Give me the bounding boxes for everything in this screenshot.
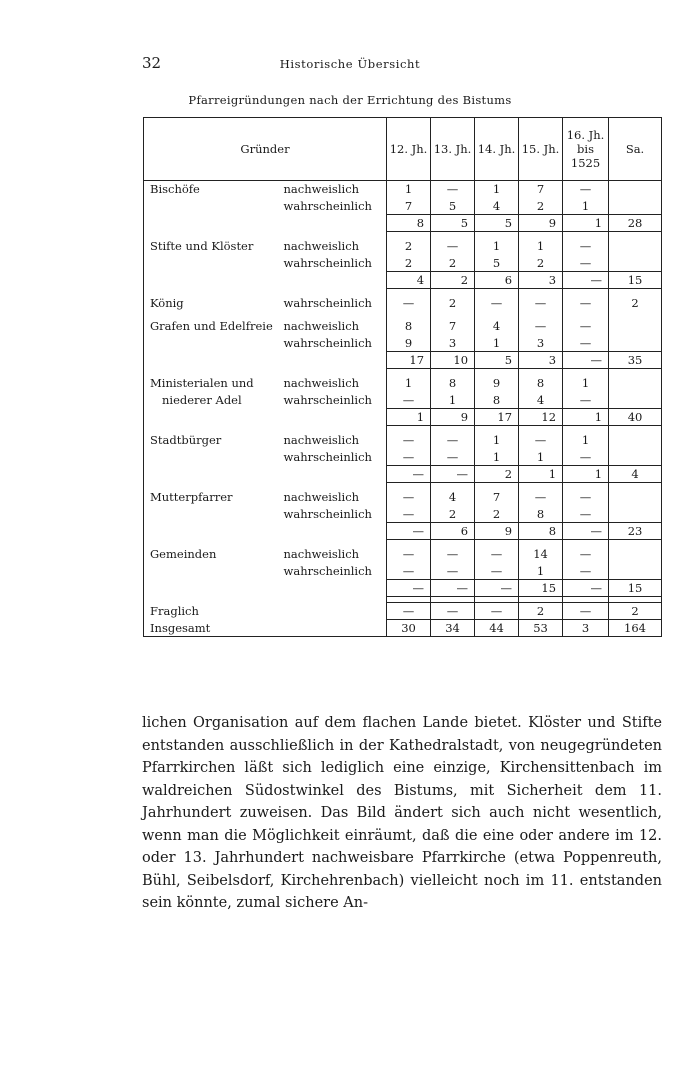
header-15: 15. Jh. <box>519 118 563 181</box>
group-name: Bischöfe <box>144 181 284 198</box>
table-row <box>144 335 662 352</box>
value-cell: — <box>387 489 431 506</box>
sum-cell <box>609 506 662 523</box>
empty-cell <box>284 580 387 597</box>
value-cell: 2 <box>431 255 475 272</box>
certainty-label: wahrscheinlich <box>283 256 372 270</box>
sum-cell <box>609 449 662 466</box>
value-cell: 4 <box>475 198 519 215</box>
value-cell: — <box>431 546 475 563</box>
value-cell: — <box>475 295 519 312</box>
subtotal-row <box>144 272 662 289</box>
sum-cell <box>609 198 662 215</box>
value-cell: — <box>563 255 609 272</box>
certainty-label: wahrscheinlich <box>283 507 372 521</box>
value-cell: 8 <box>431 375 475 392</box>
value-cell: — <box>387 563 431 580</box>
value-cell: — <box>563 489 609 506</box>
table-row <box>144 546 662 563</box>
empty-cell <box>144 215 284 232</box>
sum-cell: 2 <box>609 295 662 312</box>
value-cell: 2 <box>519 603 563 620</box>
value-cell: 1 <box>519 449 563 466</box>
value-cell: 1 <box>387 181 431 198</box>
value-cell: — <box>387 546 431 563</box>
value-cell: — <box>387 603 431 620</box>
group-name <box>144 335 284 352</box>
sum-cell <box>609 563 662 580</box>
sum-cell <box>609 489 662 506</box>
group-name: Stadtbürger <box>144 432 284 449</box>
value-cell: — <box>431 449 475 466</box>
group-name: niederer Adel <box>144 392 284 409</box>
value-cell: — <box>431 432 475 449</box>
subtotal-cell: 15 <box>609 580 662 597</box>
value-cell: 3 <box>519 335 563 352</box>
value-cell: 1 <box>431 392 475 409</box>
value-cell: 4 <box>519 392 563 409</box>
value-cell: — <box>563 318 609 335</box>
subtotal-row <box>144 352 662 369</box>
certainty-label: nachweislich <box>283 376 360 390</box>
table-row <box>144 375 662 392</box>
subtotal-cell: 10 <box>431 352 475 369</box>
value-cell: 44 <box>475 620 519 637</box>
value-cell: 2 <box>609 603 662 620</box>
subtotal-cell: 17 <box>475 409 519 426</box>
value-cell: — <box>519 295 563 312</box>
group-name: Ministerialen und <box>144 375 284 392</box>
table-row <box>144 238 662 255</box>
table-row <box>144 392 662 409</box>
subtotal-cell: 1 <box>387 409 431 426</box>
empty-cell <box>284 272 387 289</box>
group-name <box>144 506 284 523</box>
subtotal-cell: 28 <box>609 215 662 232</box>
value-cell: — <box>563 506 609 523</box>
group-name <box>144 449 284 466</box>
subtotal-cell: 6 <box>431 523 475 540</box>
group-name: Gemeinden <box>144 546 284 563</box>
subtotal-cell: 1 <box>563 409 609 426</box>
running-head: Historische Übersicht <box>279 57 421 71</box>
certainty-label: wahrscheinlich <box>283 336 372 350</box>
subtotal-row <box>144 523 662 540</box>
value-cell: 1 <box>519 563 563 580</box>
value-cell: — <box>431 181 475 198</box>
subtotal-cell: — <box>387 523 431 540</box>
fraglich-row <box>144 603 662 620</box>
empty-cell <box>284 603 387 620</box>
value-cell: 164 <box>609 620 662 637</box>
value-cell: — <box>563 238 609 255</box>
subtotal-cell: — <box>475 580 519 597</box>
group-name <box>144 255 284 272</box>
table-row <box>144 449 662 466</box>
subtotal-cell: 17 <box>387 352 431 369</box>
sum-cell <box>609 432 662 449</box>
value-cell: 2 <box>431 295 475 312</box>
value-cell: 53 <box>519 620 563 637</box>
table-row <box>144 255 662 272</box>
body-text <box>142 712 662 915</box>
group-name <box>144 198 284 215</box>
subtotal-cell: 6 <box>475 272 519 289</box>
subtotal-cell: — <box>563 580 609 597</box>
subtotal-cell: — <box>431 466 475 483</box>
subtotal-row <box>144 580 662 597</box>
sum-cell <box>609 335 662 352</box>
header-founder: Gründer <box>144 118 387 181</box>
subtotal-cell: 1 <box>563 466 609 483</box>
subtotal-cell: 15 <box>519 580 563 597</box>
value-cell: — <box>519 432 563 449</box>
value-cell: 14 <box>519 546 563 563</box>
subtotal-cell: — <box>563 272 609 289</box>
value-cell: 1 <box>475 238 519 255</box>
sum-cell <box>609 546 662 563</box>
subtotal-cell: — <box>431 580 475 597</box>
empty-cell <box>144 272 284 289</box>
subtotal-row <box>144 215 662 232</box>
group-name: Mutterpfarrer <box>144 489 284 506</box>
sum-cell <box>609 392 662 409</box>
table-row <box>144 198 662 215</box>
subtotal-cell: 1 <box>519 466 563 483</box>
table-caption: Pfarreigründungen nach der Errichtung des Bistums <box>188 93 512 107</box>
value-cell: 4 <box>475 318 519 335</box>
value-cell: — <box>563 546 609 563</box>
value-cell: 2 <box>387 238 431 255</box>
group-name: Grafen und Edelfreie <box>144 318 284 335</box>
subtotal-cell: 9 <box>431 409 475 426</box>
value-cell: 4 <box>431 489 475 506</box>
row-label: Fraglich <box>144 603 284 620</box>
subtotal-cell: 9 <box>475 523 519 540</box>
value-cell: — <box>387 449 431 466</box>
certainty-label: wahrscheinlich <box>283 564 372 578</box>
value-cell: 2 <box>431 506 475 523</box>
empty-cell <box>144 466 284 483</box>
value-cell: 34 <box>431 620 475 637</box>
subtotal-row <box>144 466 662 483</box>
value-cell: — <box>563 449 609 466</box>
value-cell: 1 <box>563 375 609 392</box>
value-cell: — <box>563 295 609 312</box>
sum-cell <box>609 255 662 272</box>
sum-cell <box>609 318 662 335</box>
certainty-label: nachweislich <box>283 547 360 561</box>
value-cell: 2 <box>475 506 519 523</box>
value-cell: 3 <box>431 335 475 352</box>
value-cell: 9 <box>475 375 519 392</box>
group-name <box>144 563 284 580</box>
table-row <box>144 181 662 198</box>
subtotal-cell: 40 <box>609 409 662 426</box>
value-cell: 8 <box>387 318 431 335</box>
table-row <box>144 563 662 580</box>
sum-cell <box>609 375 662 392</box>
value-cell: — <box>475 546 519 563</box>
value-cell: — <box>387 392 431 409</box>
header-16: 16. Jh. bis 1525 <box>563 118 609 181</box>
value-cell: 3 <box>563 620 609 637</box>
value-cell: — <box>563 563 609 580</box>
empty-cell <box>144 352 284 369</box>
empty-cell <box>144 409 284 426</box>
subtotal-cell: 5 <box>475 352 519 369</box>
value-cell: 5 <box>475 255 519 272</box>
row-label: Insgesamt <box>144 620 284 637</box>
value-cell: 5 <box>431 198 475 215</box>
header-14: 14. Jh. <box>475 118 519 181</box>
certainty-label: wahrscheinlich <box>283 296 372 310</box>
value-cell: 8 <box>519 506 563 523</box>
value-cell: — <box>431 563 475 580</box>
value-cell: — <box>387 506 431 523</box>
header-12: 12. Jh. <box>387 118 431 181</box>
value-cell: 8 <box>519 375 563 392</box>
value-cell: 8 <box>475 392 519 409</box>
table-row <box>144 295 662 312</box>
value-cell: — <box>563 392 609 409</box>
value-cell: 1 <box>563 432 609 449</box>
certainty-label: wahrscheinlich <box>283 393 372 407</box>
empty-cell <box>144 523 284 540</box>
table-row <box>144 489 662 506</box>
value-cell: 2 <box>387 255 431 272</box>
value-cell: 1 <box>387 375 431 392</box>
subtotal-cell: 4 <box>387 272 431 289</box>
subtotal-cell: 8 <box>387 215 431 232</box>
value-cell: — <box>475 603 519 620</box>
value-cell: 9 <box>387 335 431 352</box>
value-cell: 30 <box>387 620 431 637</box>
empty-cell <box>144 580 284 597</box>
subtotal-cell: — <box>387 580 431 597</box>
subtotal-cell: 9 <box>519 215 563 232</box>
empty-cell <box>284 523 387 540</box>
table-row <box>144 506 662 523</box>
subtotal-cell: 35 <box>609 352 662 369</box>
certainty-label: wahrscheinlich <box>283 199 372 213</box>
value-cell: 1 <box>475 449 519 466</box>
value-cell: 1 <box>519 238 563 255</box>
value-cell: — <box>431 238 475 255</box>
value-cell: — <box>563 181 609 198</box>
value-cell: — <box>475 563 519 580</box>
subtotal-cell: — <box>387 466 431 483</box>
group-name: Stifte und Klöster <box>144 238 284 255</box>
value-cell: — <box>563 335 609 352</box>
foundations-table <box>143 117 662 637</box>
subtotal-cell: 8 <box>519 523 563 540</box>
sum-cell <box>609 181 662 198</box>
subtotal-cell: — <box>563 352 609 369</box>
value-cell: — <box>387 432 431 449</box>
table-row <box>144 432 662 449</box>
table-row <box>144 318 662 335</box>
group-name: König <box>144 295 284 312</box>
subtotal-cell: 3 <box>519 352 563 369</box>
value-cell: — <box>519 318 563 335</box>
certainty-label: nachweislich <box>283 490 360 504</box>
certainty-label: nachweislich <box>283 239 360 253</box>
subtotal-cell: 2 <box>431 272 475 289</box>
value-cell: — <box>563 603 609 620</box>
empty-cell <box>284 352 387 369</box>
page-number: 32 <box>142 54 162 72</box>
subtotal-cell: 5 <box>431 215 475 232</box>
subtotal-cell: 23 <box>609 523 662 540</box>
subtotal-cell: 15 <box>609 272 662 289</box>
header-13: 13. Jh. <box>431 118 475 181</box>
value-cell: 1 <box>475 181 519 198</box>
certainty-label: wahrscheinlich <box>283 450 372 464</box>
value-cell: 1 <box>563 198 609 215</box>
value-cell: 7 <box>475 489 519 506</box>
empty-cell <box>284 215 387 232</box>
value-cell: — <box>519 489 563 506</box>
subtotal-cell: 5 <box>475 215 519 232</box>
subtotal-cell: 3 <box>519 272 563 289</box>
empty-cell <box>284 409 387 426</box>
value-cell: 1 <box>475 335 519 352</box>
body-paragraph: lichen Organisation auf dem flachen Lande bietet. Klöster und Stifte entstanden ausschließlich in der Kathedralstadt, von neugegründeten Pfarrkirchen läßt sich lediglich eine einzige, Kirchensittenbach im waldreichen Südostwinkel des Bistums, mit Sicherheit dem 11. Jahrhundert zuweisen. Das Bild ändert sich auch nicht wesentlich, wenn man die Möglichkeit einräumt, daß die eine oder andere im 12. oder 13. Jahrhundert nachweisbare Pfarrkirche (etwa Poppenreuth, Bühl, Seibelsdorf, Kirchehrenbach) vielleicht noch im 11. entstanden sein könnte, zumal sichere An- <box>142 715 662 911</box>
value-cell: 7 <box>519 181 563 198</box>
value-cell: 7 <box>387 198 431 215</box>
subtotal-cell: 1 <box>563 215 609 232</box>
header-sum: Sa. <box>609 118 662 181</box>
total-row <box>144 620 662 637</box>
subtotal-cell: 2 <box>475 466 519 483</box>
empty-cell <box>284 620 387 637</box>
certainty-label: nachweislich <box>283 182 360 197</box>
sum-cell <box>609 238 662 255</box>
subtotal-row <box>144 409 662 426</box>
value-cell: 2 <box>519 198 563 215</box>
certainty-label: nachweislich <box>283 433 360 447</box>
value-cell: — <box>431 603 475 620</box>
value-cell: 1 <box>475 432 519 449</box>
subtotal-cell: 4 <box>609 466 662 483</box>
certainty-label: nachweislich <box>283 319 360 333</box>
subtotal-cell: 12 <box>519 409 563 426</box>
empty-cell <box>284 466 387 483</box>
value-cell: — <box>387 295 431 312</box>
value-cell: 2 <box>519 255 563 272</box>
value-cell: 7 <box>431 318 475 335</box>
table-body <box>144 181 662 637</box>
subtotal-cell: — <box>563 523 609 540</box>
